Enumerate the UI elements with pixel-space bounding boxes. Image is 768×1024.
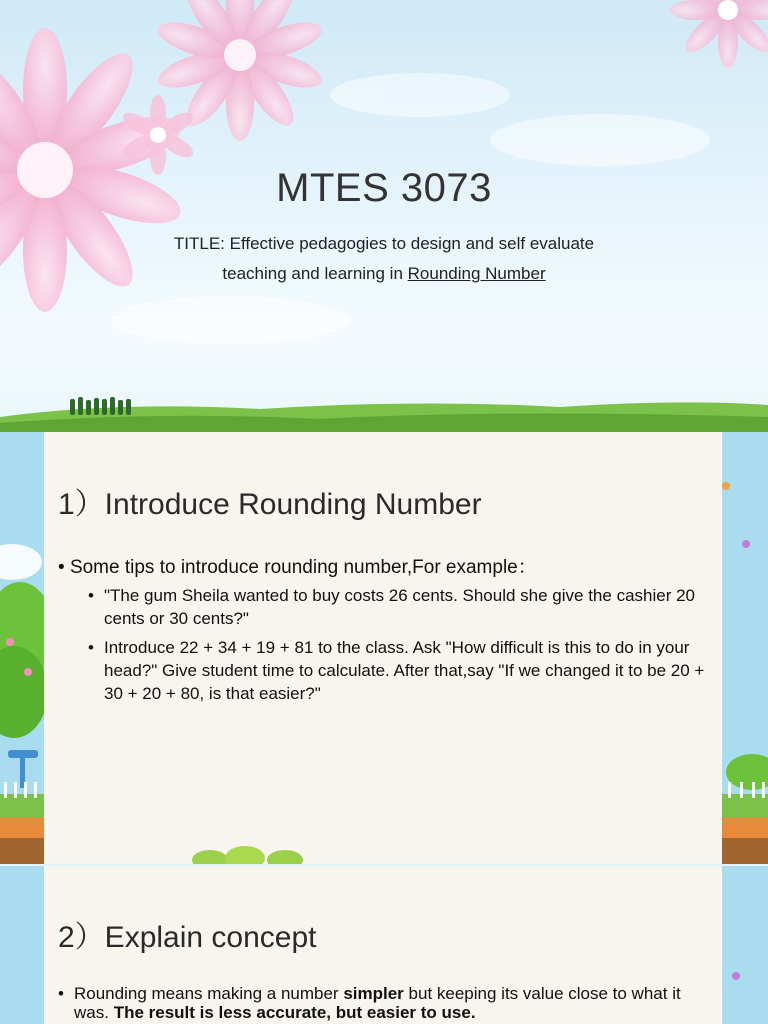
title-slide — [0, 0, 768, 432]
left-garden-decoration — [0, 432, 44, 864]
tips-bullet: • Some tips to introduce rounding number,For example： — [58, 557, 537, 578]
tips-bullet-text: Some tips to introduce rounding number,For example： — [69, 557, 537, 578]
section-heading-1: 1）Introduce Rounding Number — [58, 488, 482, 521]
concept-text-part-2: but keeping its value close to what it was. — [74, 984, 681, 1022]
subtitle-line-1: TITLE: Effective pedagogies to design and self evaluate — [173, 234, 595, 253]
right-garden-decoration — [722, 432, 768, 864]
section-heading-2: 2）Explain concept — [58, 921, 317, 954]
grass-meadow-decoration — [0, 395, 768, 432]
concept-paragraph — [58, 984, 718, 1022]
concept-text — [58, 984, 718, 1022]
concept-bold-simpler: simpler — [343, 984, 404, 1003]
left-sky-decoration — [0, 866, 44, 1024]
presentation-title: MTES 3073 — [276, 166, 492, 210]
list-item: • Introduce 22 + 34 + 19 + 81 to the class. Ask "How difficult is this to do in your head?" Give student time to calculate. After that,say "If we changed it to be 20 + 30 + 20 + 80, is that easier?" — [88, 636, 718, 705]
example-list — [88, 584, 718, 711]
rounding-number-link[interactable]: Rounding Number — [407, 264, 546, 283]
content-slide-introduce — [0, 432, 768, 864]
subtitle-line-2-prefix: teaching and learning in — [222, 264, 408, 283]
bullet-dot: • — [58, 984, 64, 1003]
content-slide-explain — [0, 866, 768, 1024]
concept-text-part-1: Rounding means making a number — [74, 984, 344, 1003]
bushes-decoration — [190, 844, 320, 864]
subtitle-line-2 — [0, 259, 768, 289]
pink-flowers-decoration — [0, 0, 768, 432]
concept-bold-result: The result is less accurate, but easier to use. — [113, 1003, 476, 1022]
right-sky-decoration — [722, 866, 768, 1024]
list-item: • "The gum Sheila wanted to buy costs 26 cents. Should she give the cashier 20 cents or 30 cents?" — [88, 584, 718, 630]
